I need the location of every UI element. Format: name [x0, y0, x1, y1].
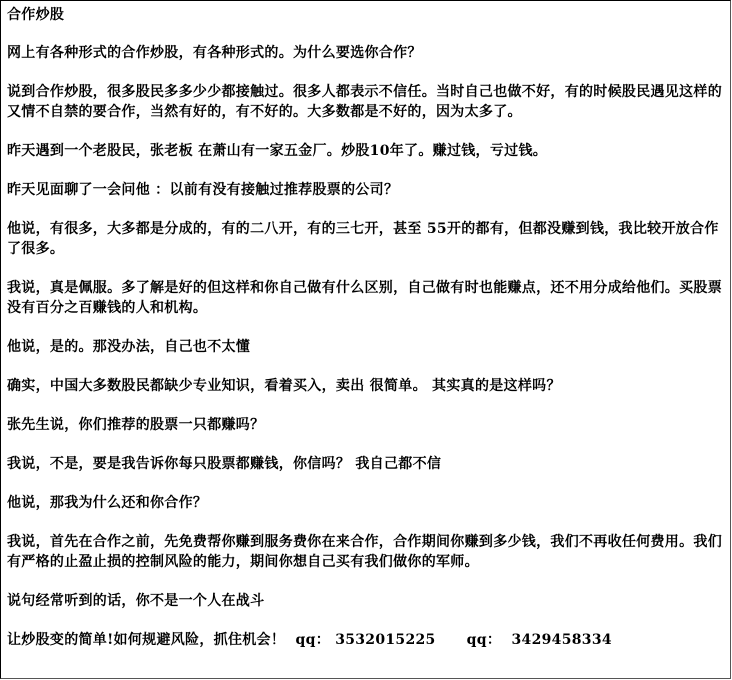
paragraph-6: 我说，真是佩服。多了解是好的但这样和你自己做有什么区别，自己做有时也能赚点，还不用分成给他们。买股票 没有百分之百赚钱的人和机构。 [7, 280, 722, 316]
paragraph-4: 昨天见面聊了一会问他 ：以前有没有接触过推荐股票的公司？ [7, 182, 399, 198]
article-body [7, 5, 727, 650]
paragraph-10: 我说，不是，要是我告诉你每只股票都赚钱，你信吗？ 我自己都不信 [7, 456, 442, 472]
paragraph-12: 我说，首先在合作之前，先免费帮你赚到服务费你在来合作，合作期间你赚到多少钱，我们不再收任何费用。我们有严格的止盈止损的控制风险的能力，期间你想自己买有我们做你的军师。 [7, 534, 722, 570]
closing-slogan: 让炒股变的简单!如何规避风险，抓住机会！ [7, 632, 286, 648]
qq-label-2: qq： [466, 632, 502, 648]
contact-line [7, 630, 727, 650]
paragraph-3: 昨天遇到一个老股民，张老板 在萧山有一家五金厂。炒股10年了。赚过钱，亏过钱。 [7, 143, 548, 159]
paragraph-13: 说句经常听到的话，你不是一个人在战斗 [7, 593, 265, 609]
paragraph-11: 他说，那我为什么还和你合作？ [7, 495, 208, 511]
paragraph-2: 说到合作炒股，很多股民多多少少都接触过。很多人都表示不信任。当时自己也做不好，有的时候股民遇见这样的又情不自禁的要合作，当然有好的，有不好的。大多数都是不好的，因为太多了。 [7, 84, 722, 120]
paragraph-9: 张先生说，你们推荐的股票一只都赚吗？ [7, 417, 265, 433]
qq-number-1: 3532015225 [335, 632, 436, 648]
article-title: 合作炒股 [7, 7, 65, 23]
qq-number-2: 3429458334 [511, 632, 612, 648]
paragraph-8: 确实，中国大多数股民都缺少专业知识，看着买入，卖出 很简单。 其实真的是这样吗？ [7, 378, 561, 394]
qq-label-1: qq： [295, 632, 330, 648]
paragraph-7: 他说，是的。那没办法，自己也不太懂 [7, 339, 251, 355]
paragraph-5: 他说，有很多，大多都是分成的，有的二八开，有的三七开，甚至 55开的都有，但都没赚到钱，我比较开放合作了很多。 [7, 221, 719, 257]
paragraph-1: 网上有各种形式的合作炒股，有各种形式的。为什么要选你合作？ [7, 45, 422, 61]
